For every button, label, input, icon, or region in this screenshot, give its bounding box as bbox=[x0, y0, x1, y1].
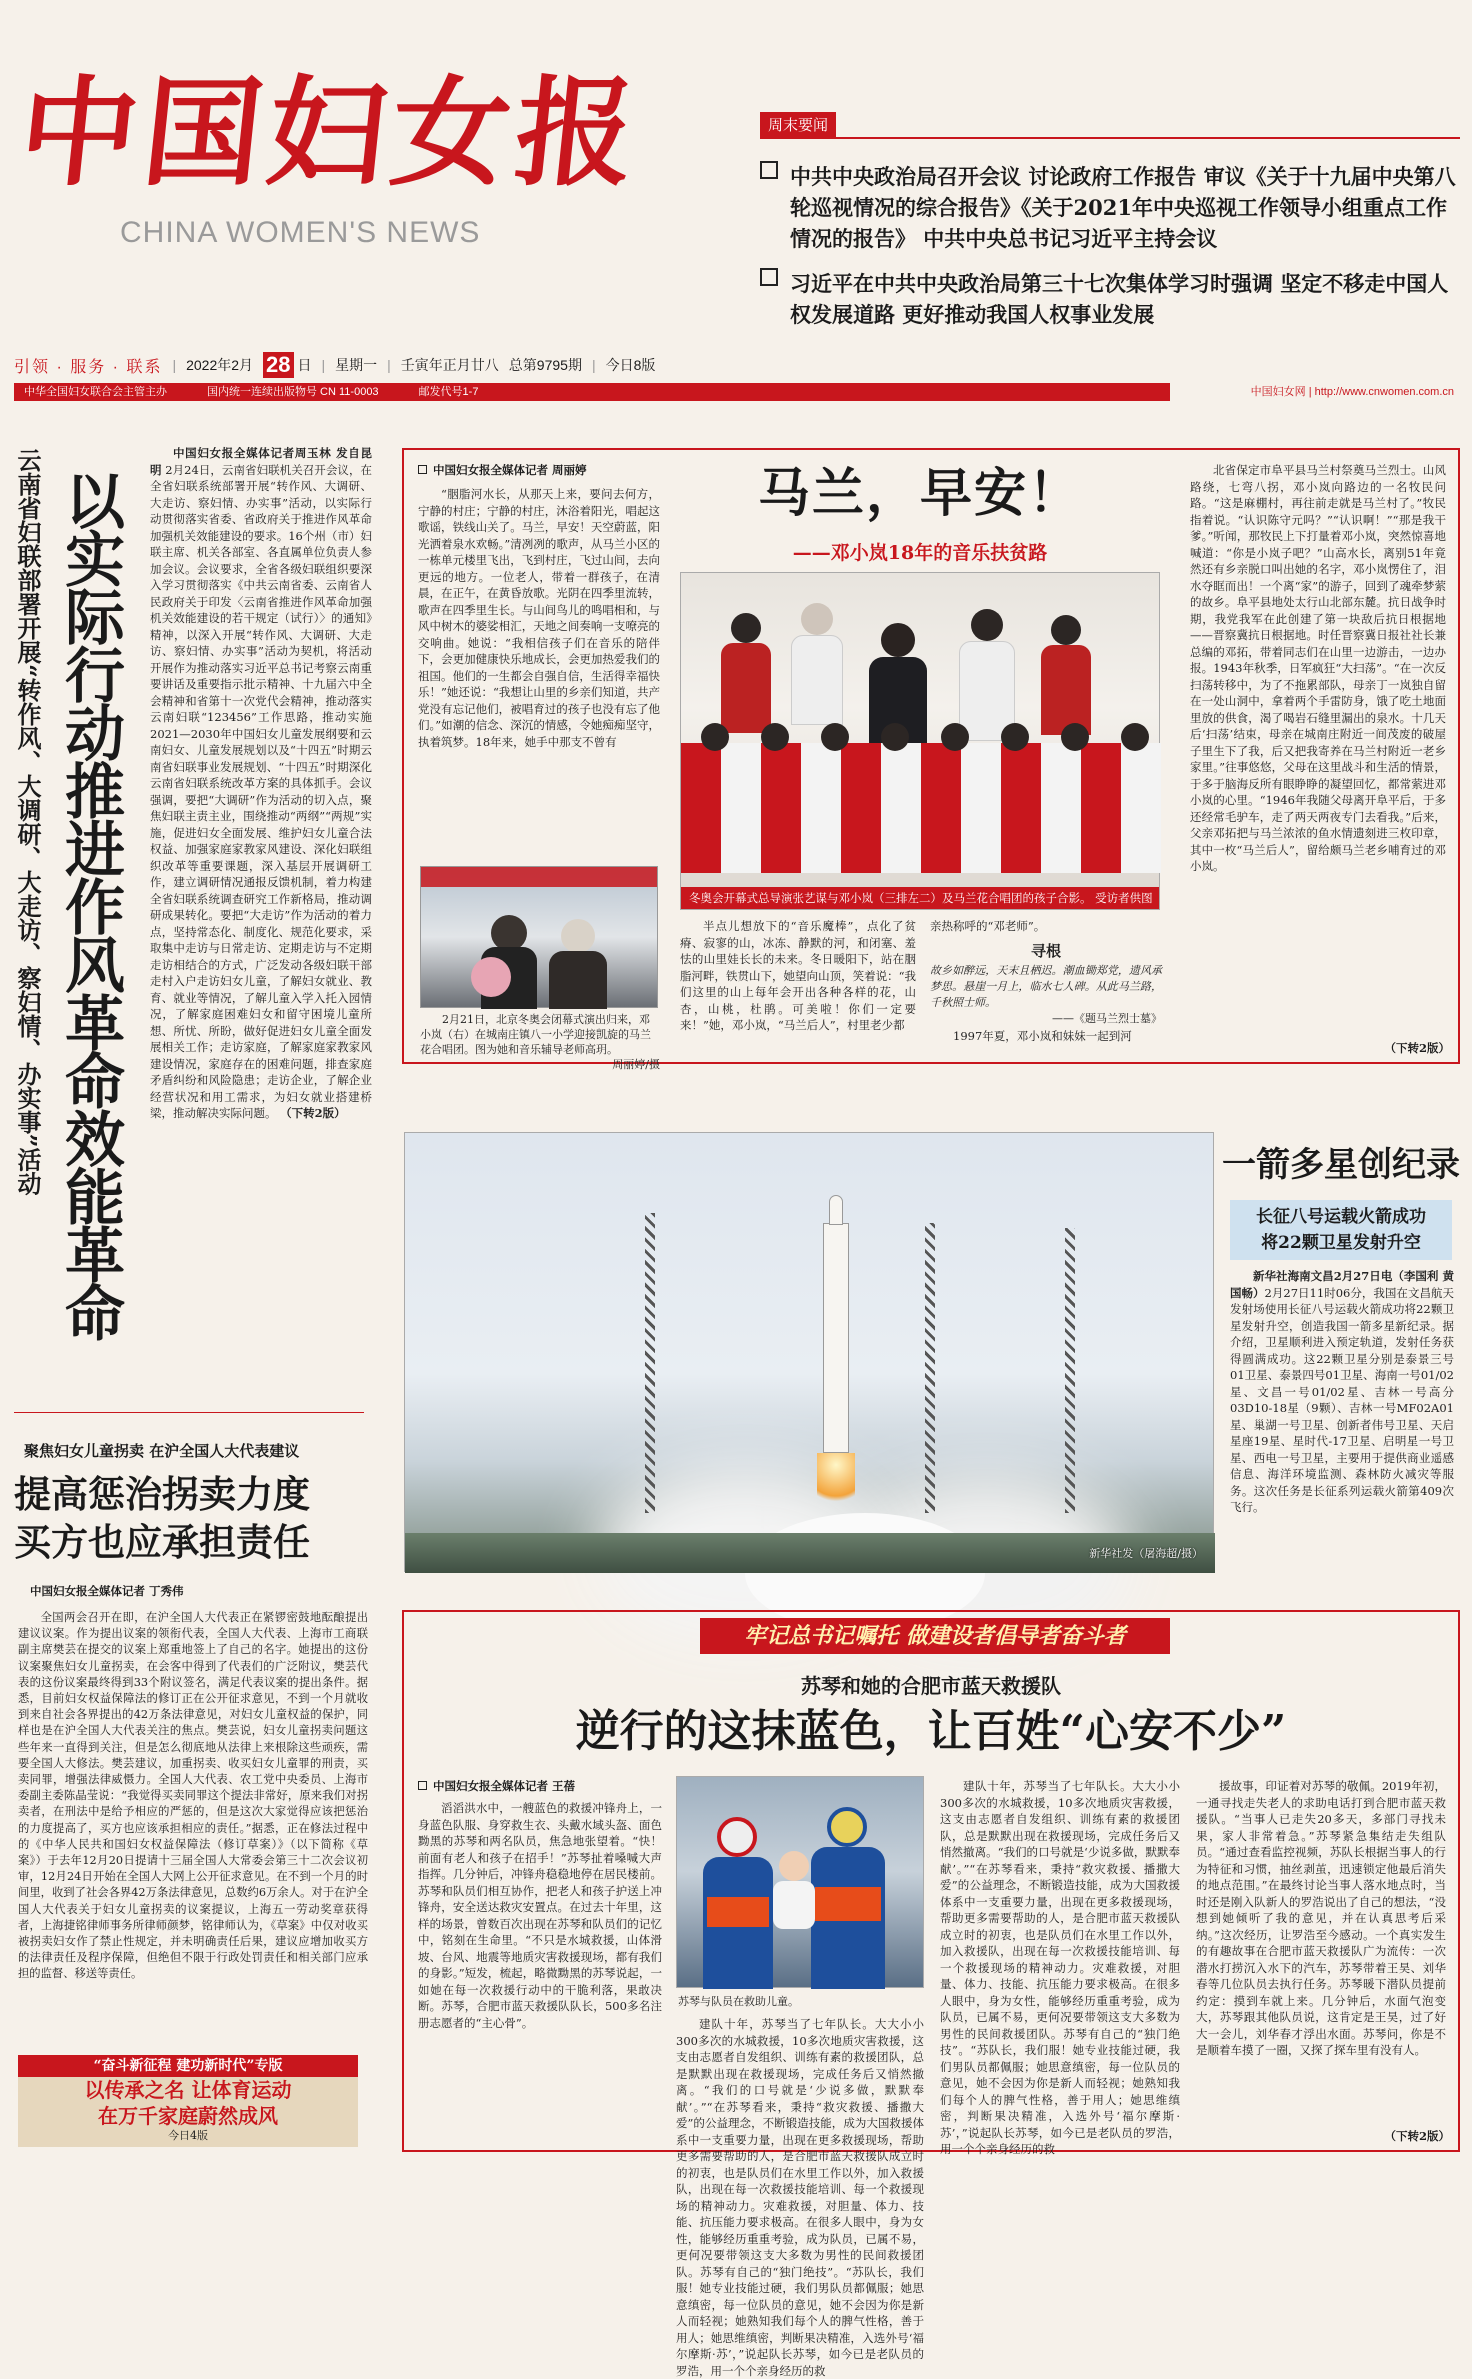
rescue-photo-caption: 苏琴与队员在救助儿童。 bbox=[678, 1995, 799, 2008]
poem: 故乡如醉远，天末且栖迟。潮血锄郑党，遗风承梦思。悬崖一月上，临水七人碑。从此马兰路，千秋照士师。 bbox=[930, 964, 1162, 1009]
rocket-headline: 一箭多星创纪录 bbox=[1222, 1145, 1460, 1185]
feature-byline: 中国妇女报全媒体记者 周丽婷 bbox=[418, 462, 638, 478]
rescue-kicker: 苏琴和她的合肥市蓝天救援队 bbox=[801, 1674, 1061, 1698]
rescue-jump[interactable]: （下转2版） bbox=[1384, 2129, 1450, 2143]
website[interactable]: 中国妇女网 | http://www.cnwomen.com.cn bbox=[1170, 383, 1460, 401]
small-photo bbox=[420, 866, 658, 1008]
rescue-headline: 逆行的这抹蓝色，让百姓“心安不少” bbox=[575, 1706, 1287, 1757]
sponsor: 中华全国妇女联合会主管主办 bbox=[24, 386, 167, 398]
slogan: 引领 · 服务 · 联系 bbox=[14, 358, 163, 376]
feature-col1: “胭脂河水长，从那天上来，要问去何方，宁静的村庄；宁静的村庄，沐浴着阳光，唱起这歌谣，铁线山关了。马兰，早安！天空蔚蓝，阳光洒着泉水欢畅。”清冽冽的歌声，从马兰小区的一栋单元楼里飞出，飞到村庄，飞过山间，去向更远的地方。一位老人，带着一群孩子，在清晨，在正午，在黄昏放歌。光阴在四季里流转，歌声在四季里生长。与山间鸟儿的鸣唱相和，与风中树木的婆娑相汇，天地之间奏响一支嘹亮的交响曲。她说：“我相信孩子们在音乐的陪伴下，会更加健康快乐地成长，会更加热爱我们的祖国。他们的一生都会自强自信，生活得幸福快乐！”她还说：“我想让山里的乡亲们知道，共产党没有忘记他们，被唱育过的孩子也没有忘了他们。”如潮的信念、深沉的情感，令她痴痴坚守，执着筑梦。18年来，她手中那支不曾有 bbox=[418, 487, 660, 749]
feature-jump[interactable]: （下转2版） bbox=[1384, 1041, 1450, 1055]
special-box[interactable] bbox=[18, 2055, 358, 2147]
weekend-item[interactable]: 习近平在中共中央政治局第三十七次集体学习时强调 坚定不移走中国人权发展道路 更好推动我国人权事业发展 bbox=[760, 268, 1460, 330]
special-line2: 在万千家庭蔚然成风 bbox=[98, 2104, 278, 2128]
date-bar: 引领 · 服务 · 联系 | 2022年2月 28 日 | 星期一 | 壬寅年正月廿八 总第9795期 | 今日8版 bbox=[14, 352, 656, 377]
lead-body: 中国妇女报全媒体记者周玉林 发自昆明 2月24日，云南省妇联机关召开会议，在全省妇联系统部署开展“转作风、大调研、大走访、察妇情、办实事”活动，以实际行动贯彻落实省委、省政府关于推进作风革命加强机关效能建设的要求。16个州（市）妇联主席、机关各部室、各直属单位负责人参加会议。会议要求，全省各级妇联组织要深入学习贯彻落实《中共云南省委、云南省人民政府关于印发〈云南省推进作风革命加强机关效能建设的若干规定（试行）〉的通知》精神，以深入开展“转作风、大调研、大走访、察妇情、办实事”活动为契机，将活动开展作为推动落实习近平总书记考察云南重要讲话及重要指示批示精神、十九届六中全会精神和省第十一次党代会精神，推动落实云南妇联“123456”工作思路，推动实施2021—2030年中国妇女儿童发展纲要和云南妇女、儿童发展规划以及“十四五”时期云南省妇联事业发展规划、“十四五”时期深化云南省妇联系统改革方案的具体抓手。会议强调，要把“大调研”作为活动的切入点，聚焦妇联主责主业，围绕推动“两纲”“两规”实施，促进妇女全面发展、维护妇女儿童合法权益、加强家庭家教家风建设、深化妇联组织改革等重要课题，深入基层开展调研工作，建立调研情况通报反馈机制，着力构建全省妇联系统调查研究工作新格局，推动调研成果转化。要把“大走访”作为活动的着力点，坚持常态化、制度化、规范化要求，采取集中走访与日常走访、定期走访与不定期走访相结合的方式，广泛发动各级妇联干部走村入户走访妇女儿童，了解妇女就业、教育、就业等情况，了解儿童入学入托入园情况，了解家庭困难妇女和留守困境儿童所想、所忧、所盼，做好促进妇女儿童全面发展相关工作；走访家庭，了解家庭家教家风建设情况，家庭存在的困难问题，排查家庭矛盾纠纷和风险隐患；走访企业，了解企业经营状况和用工需求，为妇女就业搭建桥梁，推动解决实际问题。 （下转2版） bbox=[150, 446, 372, 1120]
rescue-byline: 中国妇女报全媒体记者 王蓓 bbox=[418, 1778, 678, 1794]
poem-source: ——《题马兰烈士墓》 bbox=[1052, 1012, 1162, 1025]
section-title: 寻根 bbox=[1030, 941, 1061, 960]
feature-photo bbox=[680, 572, 1160, 910]
issue-number: 总第9795期 bbox=[508, 357, 582, 373]
date-prefix: 2022年2月 bbox=[186, 357, 254, 373]
small-photo-caption: 2月21日，北京冬奥会闭幕式演出归来，邓小岚（右）在城南庄镇八一小学迎接凯旋的马兰花合唱团。图为她和音乐辅导老师高玥。 周丽婷/摄 bbox=[420, 1013, 660, 1071]
feature-subhead: ——邓小岚18年的音乐扶贫路 bbox=[792, 542, 1048, 564]
lead-headline: 以实际行动推进作风革命效能革命 bbox=[55, 470, 125, 1340]
postal-code: 邮发代号1-7 bbox=[418, 386, 479, 398]
lead-byline: 中国妇女报全媒体记者周玉林 发自昆明 bbox=[150, 446, 372, 477]
weekday: 星期一 bbox=[335, 357, 378, 373]
special-line1: 以传承之名 让体育运动 bbox=[84, 2078, 292, 2102]
rescue-col3: 援故事，印证着对苏琴的敬佩。2019年初，一通寻找走失老人的求助电话打到合肥市蓝天救援队。“当事人已走失20多天，多部门寻找未果，家人非常着急。”苏琴紧急集结走失组队员。“通过查看监控视频，苏队长根据当事人的行为特征和习惯，抽丝剥茧，迅速锁定他最后消失的地点范围。”在最终讨论当事人落水地点时，当时还是刚入队新人的罗浩说出了自己的想法，“没想到她倾听了我的意见，并在认真思考后采纳。”这次经历，让罗浩至今感动。一个真实发生的有趣故事在合肥市蓝天救援队广为流传：一次潜水打捞沉入水下的汽车，苏琴带着王昊、刘华春等几位队员去执行任务。苏琴暖下潜队员提前约定：摸到车就上来。几分钟后，水面气泡变大，苏琴跟其他队员说，这肯定是王昊，过了好大一会儿，刘华春才浮出水面。苏琴问，你是不是顺着车摸了一圈，又探了探车里有没有人。 bbox=[1196, 1779, 1446, 2057]
masthead-title-cn: 中国妇女报 bbox=[12, 63, 648, 202]
date-day: 28 bbox=[263, 352, 293, 378]
rocket-subhead: 长征八号运载火箭成功 将22颗卫星发射升空 bbox=[1230, 1200, 1452, 1260]
special-title: “奋斗新征程 建功新时代”专版 bbox=[18, 2055, 358, 2077]
trafficking-byline: 中国妇女报全媒体记者 丁秀伟 bbox=[30, 1584, 184, 1598]
special-page: 今日4版 bbox=[168, 2129, 208, 2142]
feature-mid-text: 半点儿想放下的“音乐魔棒”，点化了贫瘠、寂寥的山，冰冻、静默的河，和闭塞、羞怯的山里娃长长的未来。冬日暖阳下，站在胭脂河畔，铁贯山下，她望向山顶，笑着说：“我们这里的山上每年会开出各种各样的花，山杏，山桃，杜鹃。可美啦！你们一定要来！”她，邓小岚，“马兰后人”，村里老少都 bbox=[680, 919, 916, 1032]
rescue-banner: 牢记总书记嘱托 做建设者倡导者奋斗者 bbox=[700, 1618, 1170, 1654]
rescue-col1: 滔滔洪水中，一艘蓝色的救援冲锋舟上，一身蓝色队服、身穿救生衣、头戴水域头盔、面色黝黑的苏琴和两名队员，焦急地张望着。“快！前面有老人和孩子在招手！”苏琴扯着嗓喊大声指挥。几分钟后，冲锋舟稳稳地停在居民楼前。苏琴和队员们相互协作，把老人和孩子护送上冲锋舟，安全送达救灾安置点。在过去十年里，这样的场景，曾数百次出现在苏琴和队员们的记忆中，铭刻在生命里。“不只是水城救援，山体滑坡、台风、地震等地质灾害救援现场，都有我们的身影。”短发，梳起，略微黝黑的苏琴说起，一如她在每一次救援行动中的干脆利落，果敢决断。苏琴，合肥市蓝天救援队队长，500多名注册志愿者的“主心骨”。 bbox=[418, 1801, 662, 2030]
lead-kicker: 云南省妇联部署开展“转作风、大调研、大走访、察妇情、办实事”活动 bbox=[13, 448, 42, 1196]
rocket-body: 新华社海南文昌2月27日电（李国利 黄国畅）2月27日11时06分，我国在文昌航天发射场使用长征八号运载火箭成功将22颗卫星发射升空，创造我国一箭多星新纪录。据介绍，卫星顺利进入预定轨道，发射任务获得圆满成功。这22颗卫星分别是泰景三号01卫星、泰景四号01卫星、海南一号01/02星、文昌一号01/02星、吉林一号高分03D10-18星（9颗）、吉林一号MF02A01星、巢湖一号卫星、创新者伟号卫星、天启星座19星、星时代-17卫星、启明星一号卫星、西电一号卫星，主要用于提供商业遥感信息、海洋环境监测、森林防火减灾等服务。这次任务是长征系列运载火箭第409次飞行。 bbox=[1230, 1269, 1454, 1514]
checkbox-icon bbox=[760, 268, 778, 286]
feature-headline: 马兰，早安！ bbox=[757, 463, 1082, 524]
masthead-title-en: CHINA WOMEN'S NEWS bbox=[120, 216, 481, 249]
trafficking-headline: 提高惩治拐卖力度 买方也应承担责任 bbox=[14, 1472, 310, 1564]
weekend-item[interactable]: 中共中央政治局召开会议 讨论政府工作报告 审议《关于十九届中央第八轮巡视情况的综合报告》《关于2021年中央巡视工作领导小组重点工作情况的报告》 中共中央总书记习近平主持会议 bbox=[760, 161, 1460, 254]
feature-col-right: 北省保定市阜平县马兰村祭奠马兰烈士。山风路绕，七弯八拐，邓小岚向路边的一名牧民问路。“这是麻棚村，再往前走就是马兰村了。”牧民指着说。“认识陈守元吗？”“认识啊！”“那是我干爹。”听闻，那牧民上下打量着邓小岚，突然惊喜地喊道：“你是小岚子吧？”山高水长，离别51年竟然还有乡亲脱口叫出她的名字，邓小岚愣住了，泪水夺眶而出！一个离“家”的游子，回到了魂牵梦萦的故乡。阜平县地处太行山北部东麓。抗日战争时期，我党我军在此创建了第一块敌后抗日根据地——晋察冀抗日根据地。时任晋察冀日报社社长兼总编的邓拓，带着同志们在山里一边游击，一边办报。1943年秋季，日军疯狂“大扫荡”。“在一次反扫荡转移中，为了不拖累部队，母亲丁一岚独自留在一处山洞中，拿着两个手雷防身，饿了吃土地面里放的供食，渴了喝岩石缝里漏出的泉水。十几天后‘扫荡’结束，母亲在城南庄附近一间茂废的破屋子里生下了我，后又把我寄养在马兰村附近一老乡家里。”往事悠悠，父母在这里战斗和生活的情景，于多于脑海反所有眼睁睁的凝望回忆，都常萦进邓小岚的心里。“1946年我随父母离开阜平后，于多还经常毛驴车，走了两天两夜专门去看我。”后来，父亲邓拓把与马兰浓浓的鱼水情遗刻进三枚印章，其中一枚“马兰后人”，留给颇马兰老乡哺育过的邓小岚。 bbox=[1190, 463, 1446, 873]
column-divider bbox=[14, 1412, 364, 1413]
trafficking-body: 全国两会召开在即，在沪全国人大代表正在紧锣密鼓地酝酿提出建议议案。作为提出议案的领衔代表，全国人大代表、上海市工商联副主席樊芸在提交的议案上郑重地签上了自己的名字。她提出的这份议案聚焦妇女儿童拐卖，在会客中得到了代表们的广泛附议，樊芸代表的这份议案最终得到33个附议签名，满足代表议案的提出条件。据悉，目前妇女权益保障法的修订正在公开征求意见，不到一个月就收到来自社会各界提出的42万条法律意见，对妇女儿童权益的保护，同样也是在沪全国人大代表关注的焦点。樊芸说，妇女儿童拐卖问题这些年来一直得到关注，但是怎么彻底地从法律上来根除这些顽疾，需要全国人大修法。樊芸建议，加重拐卖、收买妇女儿童罪的刑责，买卖同罪，增强法律威慑力。全国人大代表、农工党中央委员、上海市委副主委陈晶莹说：“我觉得买卖同罪这个提法非常好，原来我们对拐卖者，在刑法中是给予相应的严惩的，但是这次大家觉得应该把惩治的力度提高了，买方也应该承担相应的责任。”据悉，正在修法过程中的《中华人民共和国妇女权益保障法（修订草案）》（以下简称《草案》）于去年12月20日提请十三届全国人大常委会第三十二次会议初审，12月24日开始在全国人大网上公开征求意见。在不到一个月的时间里，收到了社会各界42万条法律意见，总数约6万余人。对于在沪全国人大代表关于妇女儿童拐卖的议案提议，上海五一劳动奖章获得者，上海捷铭律师事务所律师颜梦，铭律师认为，《草案》中仅对收买被拐卖妇女作了禁止性规定，并未明确责任后果，建议应增加收买方的法律责任及程序保障，但绝但不限于行政处罚责任和相关部门应承担的监督、移送等责任。 bbox=[18, 1611, 368, 1981]
feature-photo-caption: 冬奥会开幕式总导演张艺谋与邓小岚（三排左二）及马兰花合唱团的孩子合影。 受访者供图 bbox=[681, 887, 1159, 909]
rocket-photo bbox=[404, 1132, 1214, 1572]
lunar-date: 壬寅年正月廿八 bbox=[400, 357, 499, 373]
page-count: 今日8版 bbox=[605, 357, 656, 373]
rescue-col1b: 建队十年，苏琴当了七年队长。大大小小300多次的水城救援，10多次地质灾害救援，这支由志愿者自发组织、训练有素的救援团队，总是默默出现在救援现场，完成任务后又悄然撤离。“我们的口号就是‘少说多做，默默奉献’。”“在苏琴看来，秉持“救灾救援、播撒大爱”的公益理念，不断锻造技能，成为大国救援体系中一支重要力量，出现在更多救援现场，帮助更多需要帮助的人，是合肥市蓝天救援队成立时的初衷，也是队员们在水里工作以外，加入救援队，出现在每一次救援技能培训、每一个救援现场的精神动力。灾难救援，对胆量、体力、技能、抗压能力要求极高。在很多人眼中，身为女性，能够经历重重考验，成为队员，已属不易，更何况要带领这支大多数为男性的民间救援团队。苏琴有自己的“独门绝技”。“苏队长，我们服！她专业技能过硬，我们男队员都佩服；她思意缜密，每一位队员的意见，她不会因为你是新人而轻视；她熟知我们每个人的脾气性格，善于用人；她思维缜密，判断果决精准，入选外号‘福尔摩斯·苏’，”说起队长苏琴，如今已是老队员的罗浩，用一个个亲身经历的救 bbox=[676, 2017, 924, 2378]
rescue-col2: 建队十年，苏琴当了七年队长。大大小小300多次的水城救援，10多次地质灾害救援，这支由志愿者自发组织、训练有素的救援团队，总是默默出现在救援现场，完成任务后又悄然撤离。“我们的口号就是‘少说多做，默默奉献’。”“在苏琴看来，秉持“救灾救援、播撒大爱”的公益理念，不断锻造技能，成为大国救援体系中一支重要力量，出现在更多救援现场，帮助更多需要帮助的人，是合肥市蓝天救援队成立时的初衷，也是队员们在水里工作以外，加入救援队，出现在每一次救援技能培训、每一个救援现场的精神动力。灾难救援，对胆量、体力、技能、抗压能力要求极高。在很多人眼中，身为女性，能够经历重重考验，成为队员，已属不易，更何况要带领这支大多数为男性的民间救援团队。苏琴有自己的“独门绝技”。“苏队长，我们服！她专业技能过硬，我们男队员都佩服；她思意缜密，每一位队员的意见，她不会因为你是新人而轻视；她熟知我们每个人的脾气性格，善于用人；她思维缜密，判断果决精准，入选外号‘福尔摩斯·苏’，”说起队长苏琴，如今已是老队员的罗浩，用一个个亲身经历的救 bbox=[940, 1779, 1180, 2156]
date-suffix: 日 bbox=[297, 357, 312, 373]
feature-mid-right: 亲热称呼的“邓老师”。 寻根 故乡如醉远，天末且栖迟。潮血锄郑党，遗风承梦思。悬崖一月上，临水七人碑。从此马兰路，千秋照士师。 ——《题马兰烈士墓》 1997年夏，邓小岚和妹妹一起到河 bbox=[930, 919, 1162, 1043]
masthead-logo bbox=[12, 58, 648, 249]
weekend-label: 周末要闻 bbox=[760, 112, 836, 139]
weekend-news bbox=[760, 112, 1460, 327]
rocket-credit: 新华社发（屠海超/摄） bbox=[1089, 1547, 1203, 1560]
checkbox-icon bbox=[760, 161, 778, 179]
trafficking-kicker: 聚焦妇女儿童拐卖 在沪全国人大代表建议 bbox=[24, 1442, 300, 1460]
cn-code: 国内统一连续出版物号 CN 11-0003 bbox=[207, 386, 379, 398]
rescue-photo bbox=[676, 1776, 924, 1988]
